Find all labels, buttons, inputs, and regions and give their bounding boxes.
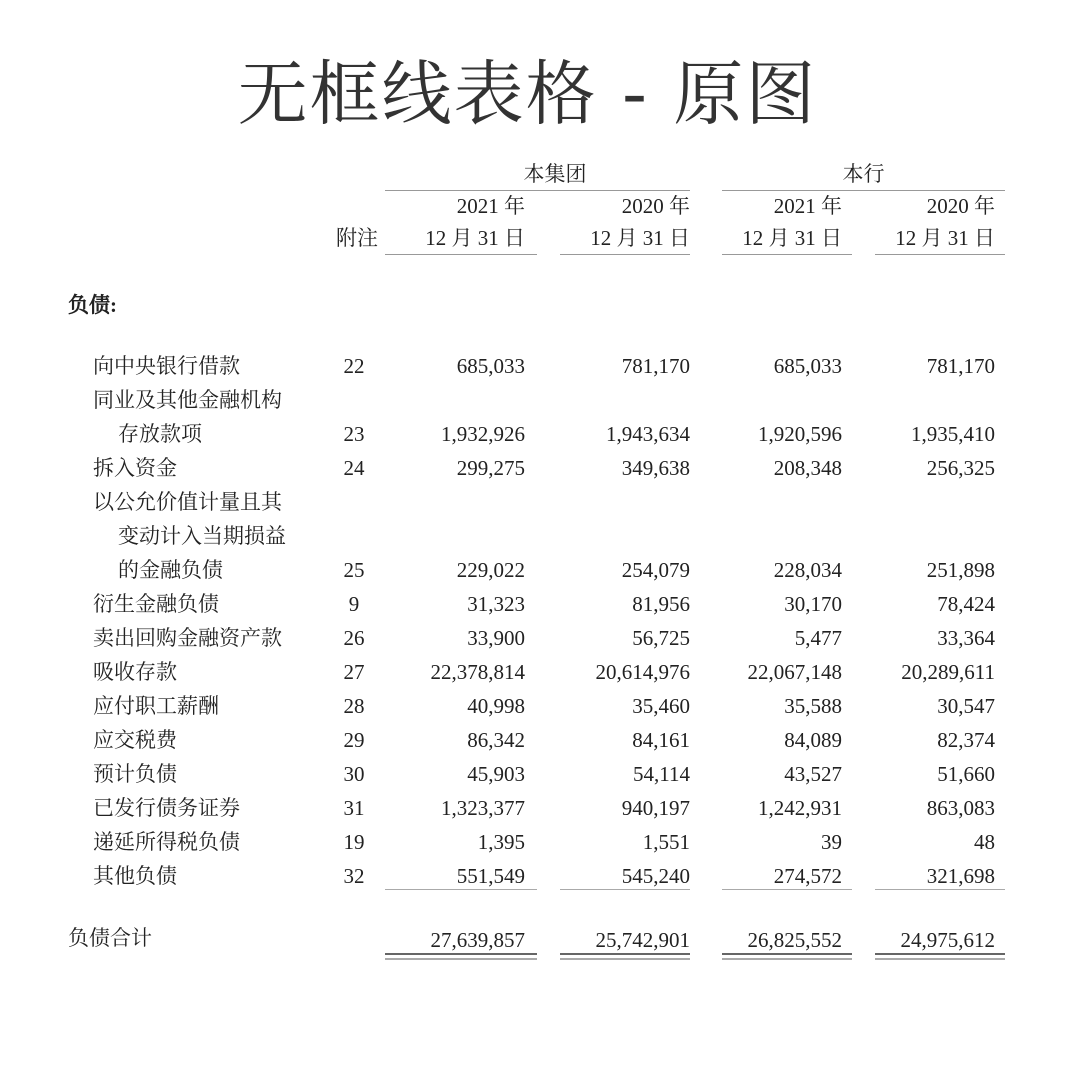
row-value: 40,998: [467, 694, 525, 718]
row-value: 1,935,410: [911, 422, 995, 446]
row-value: 54,114: [633, 762, 690, 786]
row-note: 9: [348, 592, 360, 616]
row-value: 22,067,148: [747, 660, 842, 684]
row-value: 256,325: [926, 456, 995, 480]
subtotal-underline: [722, 889, 852, 890]
group-underline: [385, 190, 690, 191]
column-year: 2020 年: [926, 194, 995, 218]
row-note: 27: [343, 660, 365, 684]
row-value: 51,660: [937, 762, 995, 786]
row-value: 22,378,814: [430, 660, 525, 684]
total-value: 26,825,552: [747, 928, 842, 952]
row-label: 变动计入当期损益: [118, 524, 286, 548]
row-value: 1,920,596: [758, 422, 842, 446]
row-label: 其他负债: [93, 864, 177, 888]
total-value: 27,639,857: [430, 928, 525, 952]
row-label: 递延所得税负债: [93, 830, 240, 854]
column-year: 2020 年: [621, 194, 690, 218]
section-label: 负债:: [68, 293, 117, 317]
row-note: 23: [343, 422, 365, 446]
row-note: 22: [343, 354, 365, 378]
column-year: 2021 年: [773, 194, 842, 218]
row-value: 1,551: [642, 830, 690, 854]
row-label: 预计负债: [93, 762, 177, 786]
row-label: 以公允价值计量且其: [93, 490, 282, 514]
row-value: 35,460: [632, 694, 690, 718]
row-label: 应交税费: [93, 728, 177, 752]
row-note: 31: [343, 796, 365, 820]
total-label: 负债合计: [68, 926, 152, 950]
row-note: 19: [343, 830, 365, 854]
column-underline: [560, 254, 690, 255]
row-value: 940,197: [621, 796, 690, 820]
row-value: 48: [974, 830, 995, 854]
row-value: 781,170: [926, 354, 995, 378]
row-label: 已发行债务证券: [93, 796, 240, 820]
total-double-underline: [722, 953, 852, 960]
row-value: 30,170: [784, 592, 842, 616]
row-value: 685,033: [773, 354, 842, 378]
row-note: 28: [343, 694, 365, 718]
column-underline: [385, 254, 537, 255]
row-note: 29: [343, 728, 365, 752]
row-value: 299,275: [456, 456, 525, 480]
row-value: 1,943,634: [606, 422, 690, 446]
column-underline: [875, 254, 1005, 255]
subtotal-underline: [385, 889, 537, 890]
row-label: 向中央银行借款: [93, 354, 240, 378]
row-value: 20,289,611: [901, 660, 995, 684]
group-header-bank: 本行: [842, 162, 885, 186]
row-value: 30,547: [937, 694, 995, 718]
note-header: 附注: [336, 226, 378, 250]
row-note: 30: [343, 762, 365, 786]
column-date: 12 月 31 日: [590, 226, 690, 250]
row-value: 229,022: [456, 558, 525, 582]
row-note: 24: [343, 456, 365, 480]
group-header-group: 本集团: [523, 162, 587, 186]
row-value: 78,424: [937, 592, 995, 616]
row-value: 274,572: [773, 864, 842, 888]
row-value: 31,323: [467, 592, 525, 616]
total-double-underline: [560, 953, 690, 960]
row-value: 33,900: [467, 626, 525, 650]
row-label: 同业及其他金融机构: [93, 388, 282, 412]
row-label: 存放款项: [118, 422, 202, 446]
row-value: 1,323,377: [441, 796, 525, 820]
total-value: 25,742,901: [595, 928, 690, 952]
row-label: 拆入资金: [93, 456, 177, 480]
column-underline: [722, 254, 852, 255]
subtotal-underline: [875, 889, 1005, 890]
row-value: 86,342: [467, 728, 525, 752]
row-value: 84,161: [632, 728, 690, 752]
row-value: 251,898: [926, 558, 995, 582]
row-value: 81,956: [632, 592, 690, 616]
row-value: 56,725: [632, 626, 690, 650]
row-label: 衍生金融负债: [93, 592, 219, 616]
row-value: 545,240: [621, 864, 690, 888]
row-value: 84,089: [784, 728, 842, 752]
row-value: 551,549: [456, 864, 525, 888]
row-value: 1,242,931: [758, 796, 842, 820]
row-value: 82,374: [937, 728, 995, 752]
total-double-underline: [385, 953, 537, 960]
row-value: 1,395: [477, 830, 525, 854]
row-value: 1,932,926: [441, 422, 525, 446]
row-value: 5,477: [794, 626, 842, 650]
group-underline: [722, 190, 1005, 191]
row-value: 35,588: [784, 694, 842, 718]
row-value: 208,348: [773, 456, 842, 480]
row-value: 349,638: [621, 456, 690, 480]
row-value: 33,364: [937, 626, 995, 650]
subtotal-underline: [560, 889, 690, 890]
row-value: 39: [821, 830, 842, 854]
row-value: 781,170: [621, 354, 690, 378]
column-year: 2021 年: [456, 194, 525, 218]
row-label: 卖出回购金融资产款: [93, 626, 282, 650]
row-value: 20,614,976: [595, 660, 690, 684]
row-value: 45,903: [467, 762, 525, 786]
row-label: 吸收存款: [93, 660, 177, 684]
row-note: 25: [343, 558, 365, 582]
column-date: 12 月 31 日: [742, 226, 842, 250]
row-value: 43,527: [784, 762, 842, 786]
row-note: 26: [343, 626, 365, 650]
column-date: 12 月 31 日: [895, 226, 995, 250]
column-date: 12 月 31 日: [425, 226, 525, 250]
total-double-underline: [875, 953, 1005, 960]
row-label: 的金融负债: [118, 558, 223, 582]
row-value: 228,034: [773, 558, 842, 582]
total-value: 24,975,612: [900, 928, 995, 952]
row-value: 863,083: [926, 796, 995, 820]
page-title: 无框线表格 - 原图: [237, 53, 818, 135]
row-note: 32: [343, 864, 365, 888]
row-value: 254,079: [621, 558, 690, 582]
row-value: 685,033: [456, 354, 525, 378]
row-value: 321,698: [926, 864, 995, 888]
row-label: 应付职工薪酬: [93, 694, 219, 718]
